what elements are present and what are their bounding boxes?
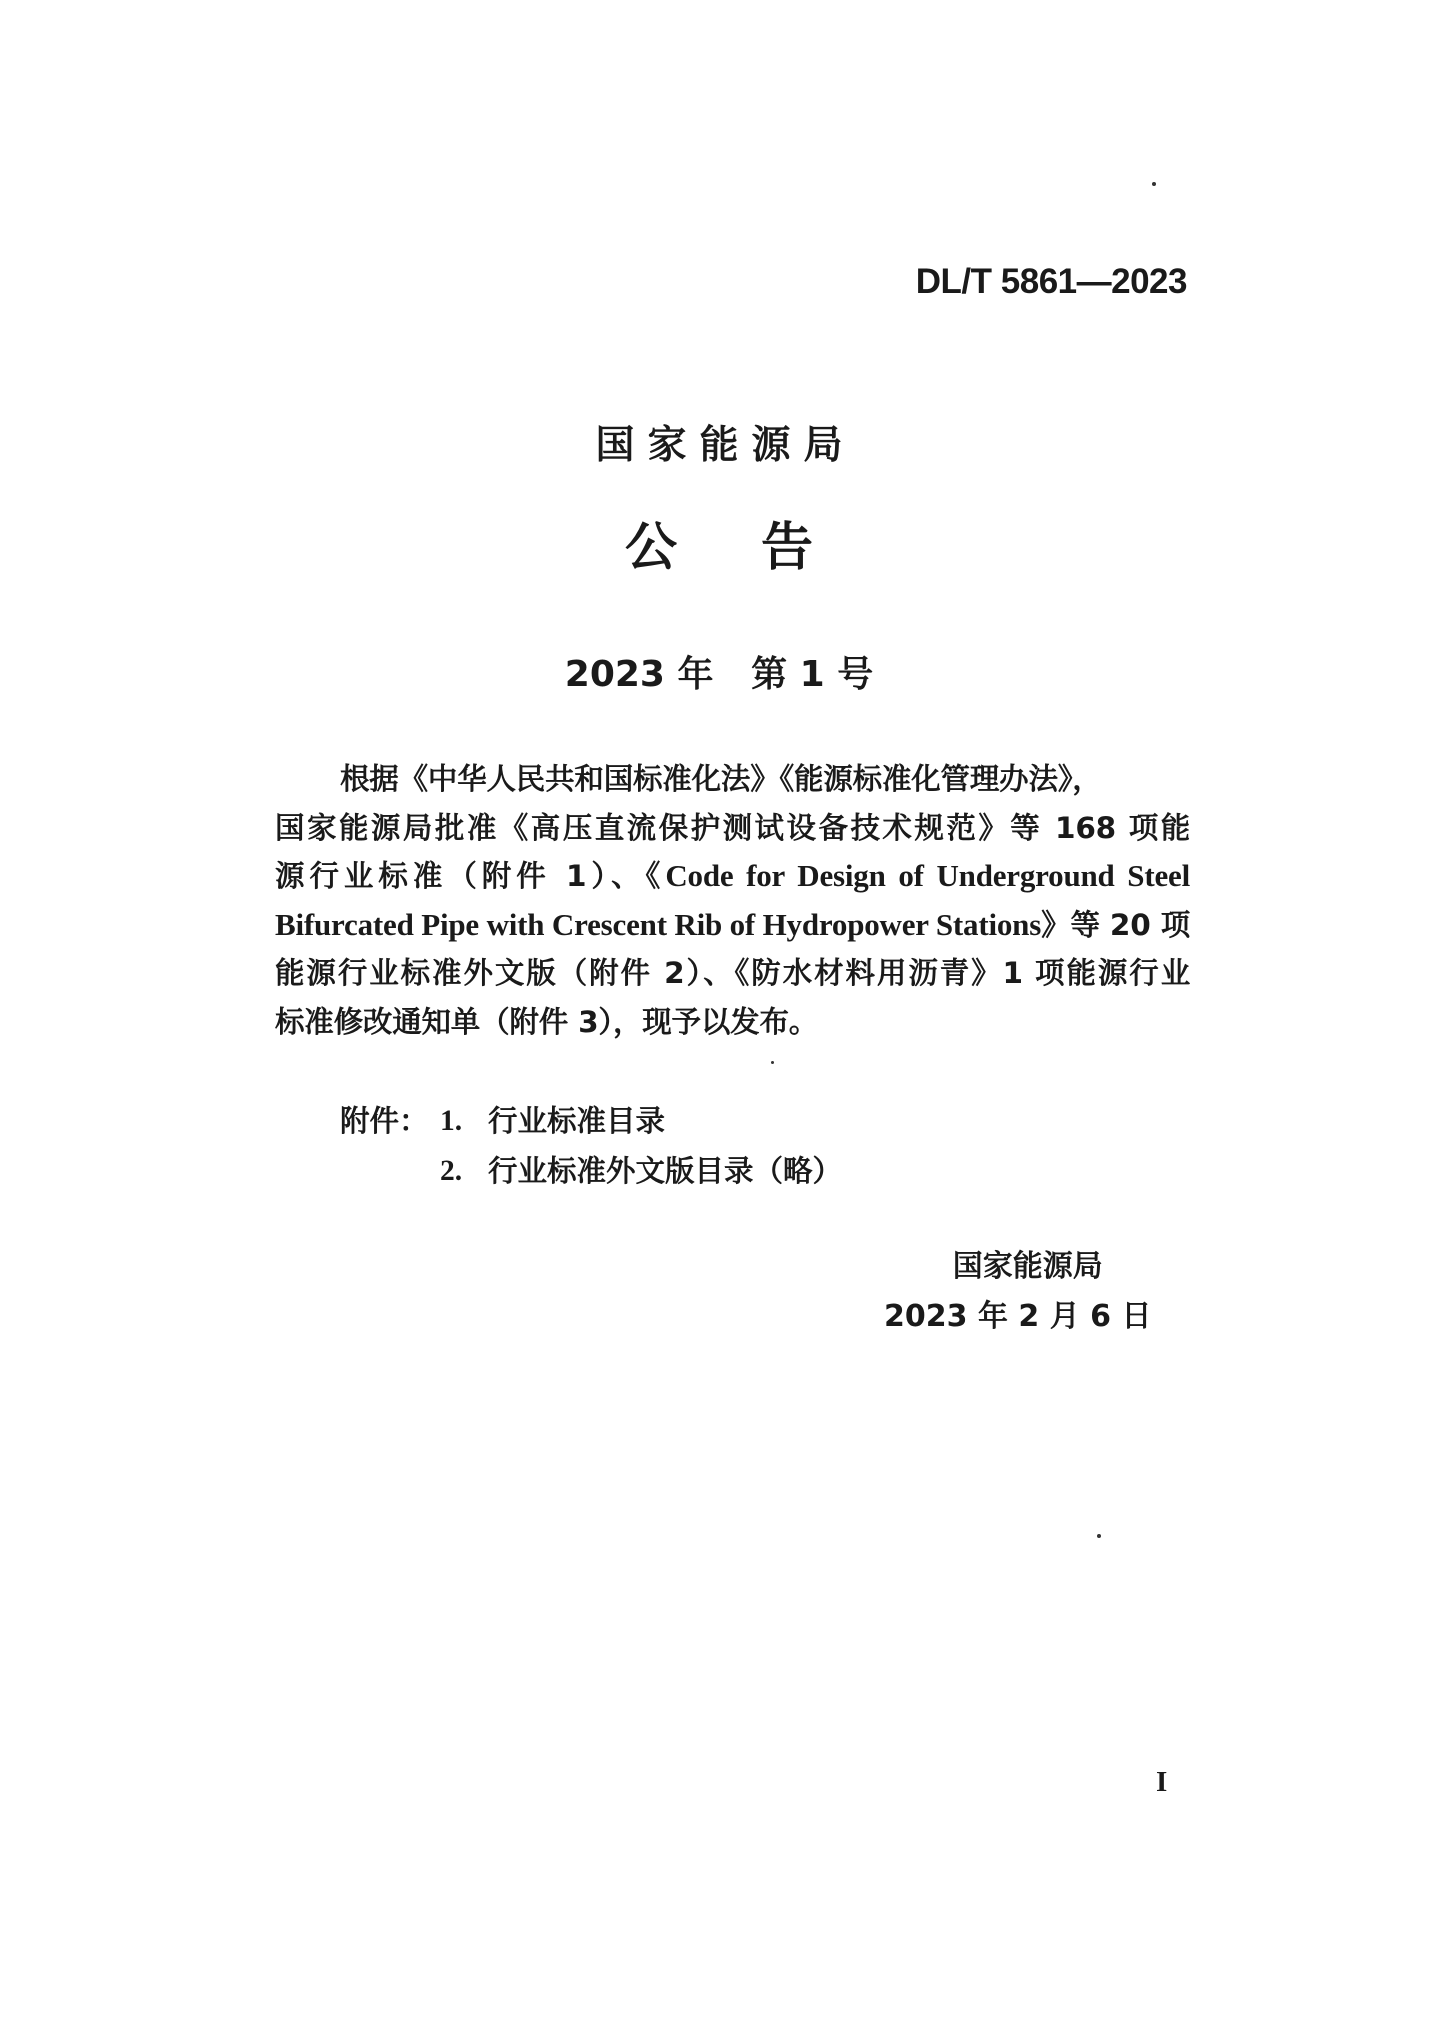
attachment-number: 2. — [440, 1155, 463, 1187]
attachment-title: 行业标准外文版目录（略） — [488, 1154, 843, 1188]
english-standard-title-part1: Code for Design of Underground Steel — [665, 858, 1190, 893]
attachments-list — [340, 1096, 842, 1196]
agency-title: 国家能源局 — [595, 423, 856, 468]
standard-code: DL/T 5861—2023 — [915, 262, 1187, 301]
body-line-segment: 源行业标准（附件 1）、《 — [275, 859, 666, 893]
notice-issue: 第 1 号 — [751, 654, 874, 695]
scan-speck — [1097, 1534, 1101, 1538]
scan-speck — [1152, 182, 1156, 186]
attachment-item — [340, 1146, 842, 1196]
attachments-label: 附件： — [340, 1104, 429, 1138]
body-line: 国家能源局批准《高压直流保护测试设备技术规范》等 168 项能 — [275, 810, 1190, 845]
scan-speck — [771, 1061, 774, 1064]
body-line: 标准修改通知单（附件 3），现予以发布。 — [275, 1004, 819, 1039]
attachment-number: 1. — [440, 1105, 463, 1137]
notice-body — [275, 755, 1190, 1046]
notice-year: 2023 年 — [564, 654, 714, 695]
page-number: I — [1156, 1766, 1168, 1798]
body-line-segment: 》等 20 项 — [1041, 907, 1190, 942]
body-line: 根据《中华人民共和国标准化法》《能源标准化管理办法》， — [340, 762, 1102, 796]
body-line — [275, 852, 1190, 901]
notice-number — [0, 646, 1438, 697]
attachment-title: 行业标准目录 — [488, 1104, 666, 1138]
issue-date: 2023 年 2 月 6 日 — [884, 1299, 1152, 1334]
body-line — [275, 901, 1190, 950]
english-standard-title-part2: Bifurcated Pipe with Crescent Rib of Hydropower Stations — [275, 906, 1042, 942]
notice-title: 公告 — [624, 518, 897, 578]
signature-block — [884, 1242, 1151, 1342]
issuer-name: 国家能源局 — [952, 1249, 1103, 1284]
attachment-item — [340, 1096, 842, 1146]
body-line: 能源行业标准外文版（附件 2）、《防水材料用沥青》1 项能源行业 — [275, 956, 1190, 990]
